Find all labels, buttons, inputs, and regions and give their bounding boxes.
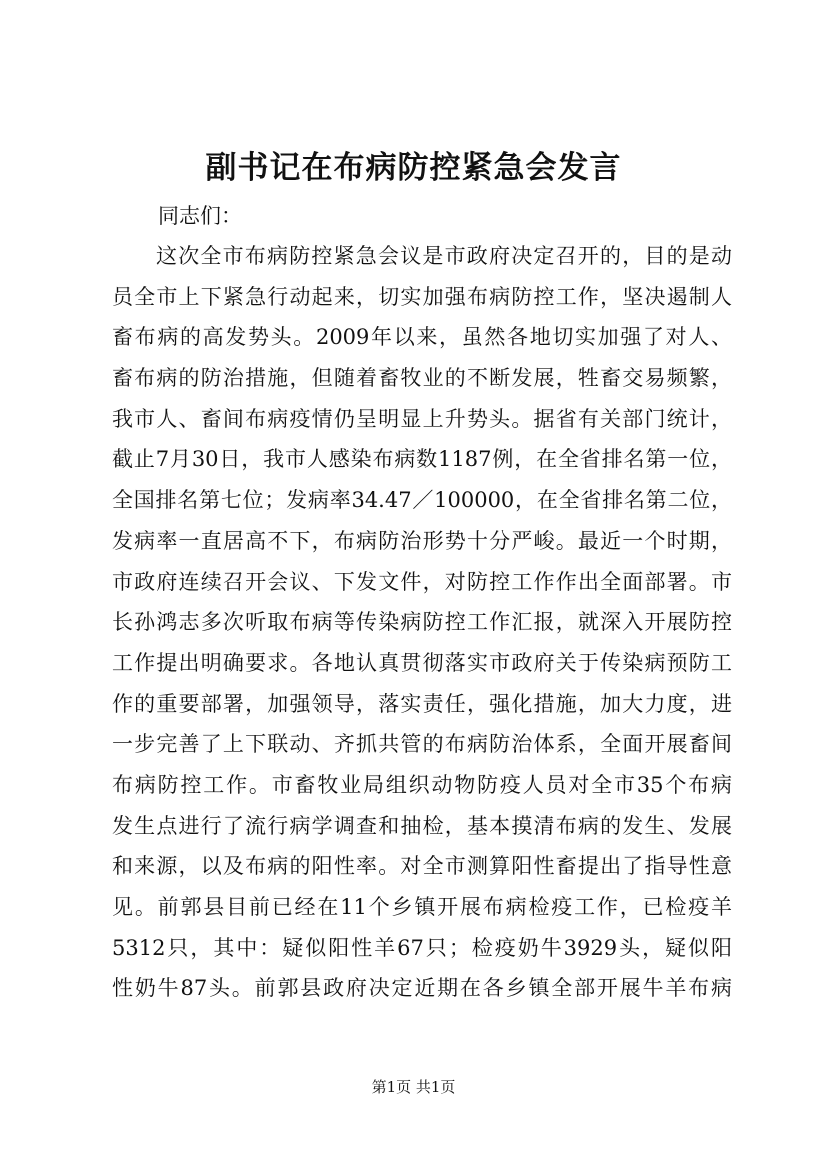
page-footer: 第1页 共1页: [371, 1078, 456, 1096]
body-line: 截止7月30日，我市人感染布病数1187例，在全省排名第一位，: [112, 447, 732, 472]
document-title: 副书记在布病防控紧急会发言: [205, 150, 622, 186]
body-line: 发生点进行了流行病学调查和抽检，基本摸清布病的发生、发展: [112, 813, 732, 838]
body-paragraph: [112, 236, 732, 1009]
greeting: 同志们：: [158, 204, 242, 228]
body-line: 性奶牛87头。前郭县政府决定近期在各乡镇全部开展牛羊布病: [112, 976, 732, 1001]
body-line: 我市人、畜间布病疫情仍呈明显上升势头。据省有关部门统计，: [112, 406, 732, 431]
body-line: 畜布病的高发势头。2009年以来，虽然各地切实加强了对人、: [112, 325, 732, 350]
body-line: 市政府连续召开会议、下发文件，对防控工作作出全面部署。市: [112, 569, 732, 594]
body-line: 一步完善了上下联动、齐抓共管的布病防治体系，全面开展畜间: [112, 732, 732, 757]
body-line: 长孙鸿志多次听取布病等传染病防控工作汇报，就深入开展防控: [112, 610, 732, 635]
body-line: 员全市上下紧急行动起来，切实加强布病防控工作，坚决遏制人: [112, 284, 732, 309]
body-line: 见。前郭县目前已经在11个乡镇开展布病检疫工作，已检疫羊: [112, 895, 732, 919]
body-line: 布病防控工作。市畜牧业局组织动物防疫人员对全市35个布病: [112, 772, 732, 797]
body-line: 全国排名第七位；发病率34.47／100000，在全省排名第二位，: [112, 488, 732, 513]
body-line: 畜布病的防治措施，但随着畜牧业的不断发展，牲畜交易频繁，: [112, 366, 732, 391]
body-line: 和来源，以及布病的阳性率。对全市测算阳性畜提出了指导性意: [112, 854, 732, 879]
body-line: 5312只，其中：疑似阳性羊67只；检疫奶牛3929头，疑似阳: [112, 935, 732, 960]
body-line: 工作提出明确要求。各地认真贯彻落实市政府关于传染病预防工: [112, 650, 732, 675]
body-line: 发病率一直居高不下，布病防治形势十分严峻。最近一个时期，: [112, 528, 732, 553]
body-line: 作的重要部署，加强领导，落实责任，强化措施，加大力度，进: [112, 691, 732, 716]
body-line: 这次全市布病防控紧急会议是市政府决定召开的，目的是动: [156, 244, 732, 268]
